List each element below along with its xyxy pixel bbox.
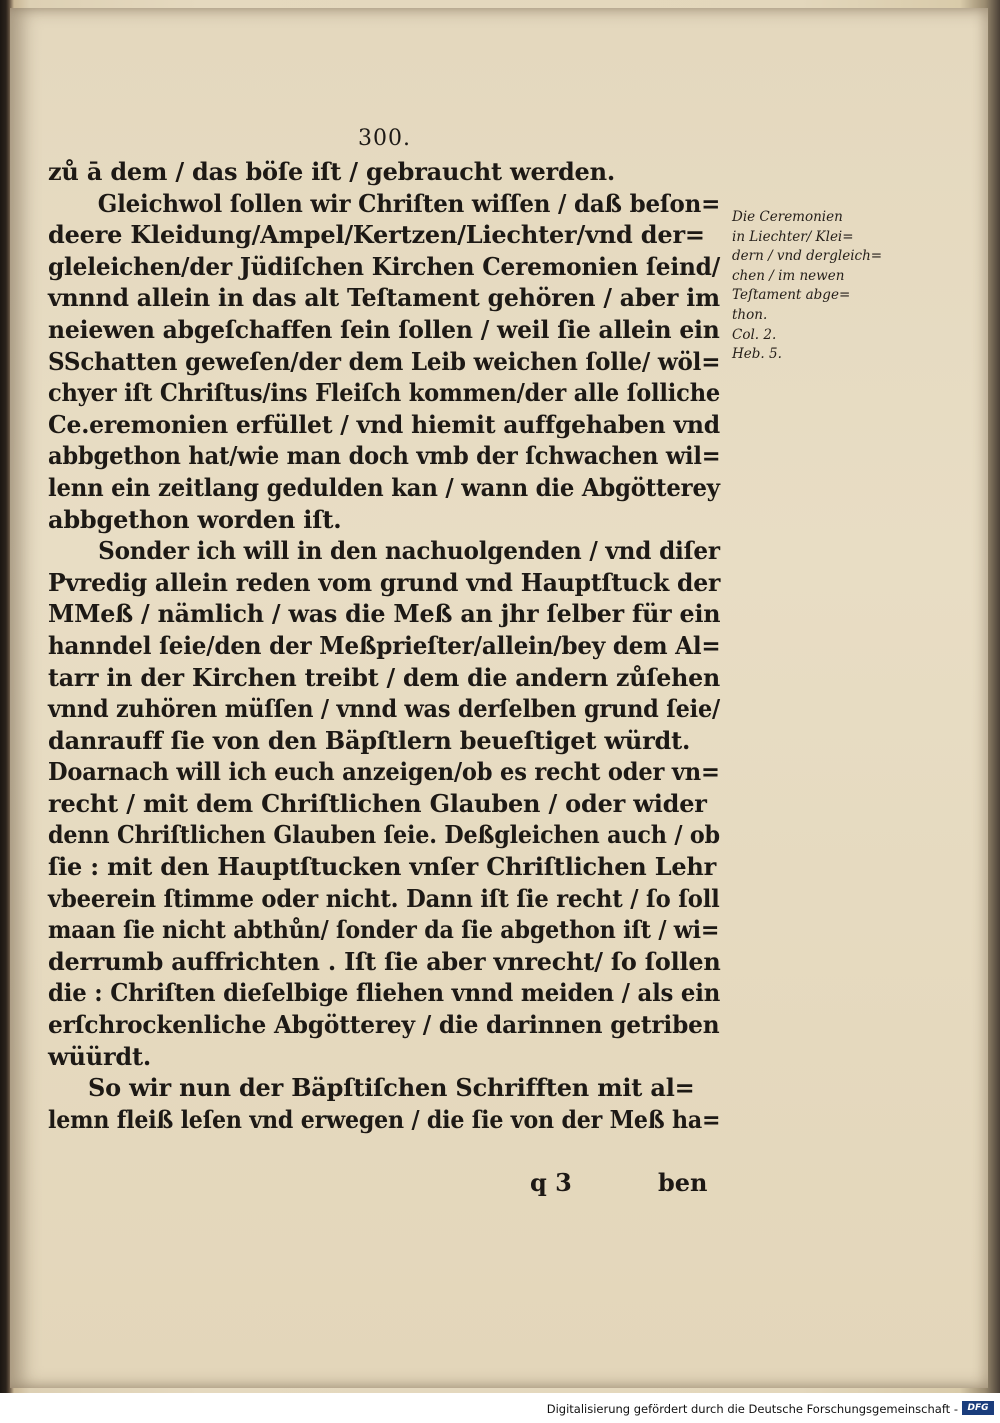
text-line: erſchrockenliche Abgötterey / die darinnen getriben bbox=[48, 1010, 720, 1040]
text-line: deere Kleidung/Ampel/Kertzen/Liechter/vnd der= bbox=[48, 220, 705, 250]
text-line: die : Chriſten dieſelbige fliehen vnnd meiden / als ein bbox=[48, 978, 721, 1008]
text-line: vnnd zuhören müſſen / vnnd was derſelben grund ſeie/ bbox=[48, 694, 721, 724]
margin-note-line: Col. 2. bbox=[732, 326, 777, 343]
text-line: Sonder ich will in den nachuolgenden / vnd diſer bbox=[98, 536, 720, 566]
text-line: Doarnach will ich euch anzeigen/ob es recht oder vn= bbox=[48, 757, 720, 787]
margin-note-line: chen / im newen bbox=[732, 267, 845, 284]
margin-note-line: dern / vnd dergleich= bbox=[732, 248, 883, 265]
text-line: denn Chriſtlichen Glauben ſeie. Deßgleichen auch / ob bbox=[48, 820, 720, 850]
text-line: lenn ein zeitlang gedulden kan / wann die Abgötterey bbox=[48, 472, 720, 502]
book-page bbox=[10, 8, 988, 1388]
text-line: gleleichen/der Jüdiſchen Kirchen Ceremonien ſeind/ bbox=[48, 251, 721, 281]
signature-mark: q 3 bbox=[530, 1168, 572, 1197]
text-line: MMeß / nämlich / was die Meß an jhr ſelber für ein bbox=[48, 599, 721, 629]
text-line: recht / mit dem Chriſtlichen Glauben / oder wider bbox=[48, 788, 707, 818]
body-text bbox=[48, 156, 720, 1135]
text-line: wüürdt. bbox=[48, 1041, 152, 1071]
text-line: maan ſie nicht abthůn/ ſonder da ſie abgethon iſt / wi= bbox=[48, 915, 720, 945]
digitization-footer bbox=[0, 1396, 1000, 1423]
margin-note-line: thon. bbox=[732, 306, 768, 323]
text-line: Pvredig allein reden vom grund vnd Hauptſtuck der bbox=[48, 567, 721, 597]
text-line: chyer iſt Chriſtus/ins Fleiſch kommen/der alle ſolliche bbox=[48, 378, 721, 408]
dfg-logo: DFG bbox=[962, 1401, 994, 1415]
margin-note-line: Die Ceremonien bbox=[732, 209, 843, 225]
text-line: Gleichwol ſollen wir Chriſten wiſſen / daß beſon= bbox=[97, 188, 721, 218]
margin-note-line: Teſtament abge= bbox=[732, 287, 851, 304]
funding-notice: Digitalisierung gefördert durch die Deutsche Forschungsgemeinschaft - bbox=[546, 1402, 958, 1416]
text-line: vbeerein ſtimme oder nicht. Dann iſt ſie recht / ſo ſoll bbox=[48, 883, 720, 913]
page-bottom-line bbox=[530, 1168, 730, 1198]
page-number: 300. bbox=[358, 126, 411, 151]
text-line: tarr in der Kirchen treibt / dem die andern zůſehen bbox=[48, 662, 721, 692]
catchword: ben bbox=[658, 1168, 708, 1197]
margin-note-line: in Liechter/ Klei= bbox=[732, 228, 854, 245]
text-line: ſie : mit den Hauptſtucken vnſer Chriſtlichen Lehr bbox=[48, 852, 717, 882]
text-line: neiewen abgeſchaffen ſein ſollen / weil ſie allein ein bbox=[48, 314, 720, 344]
text-line: vnnnd allein in das alt Teſtament gehören / aber im bbox=[48, 283, 720, 313]
text-line: abbgethon worden iſt. bbox=[48, 504, 342, 534]
text-line: derrumb auffrichten . Iſt ſie aber vnrecht/ ſo ſollen bbox=[48, 946, 721, 976]
text-line: lemn fleiß leſen vnd erwegen / die ſie von der Meß ha= bbox=[48, 1104, 721, 1134]
text-line: Ce.eremonien erfüllet / vnd hiemit auffgehaben vnd bbox=[48, 409, 720, 439]
margin-note bbox=[732, 208, 892, 365]
text-line: abbgethon hat/wie man doch vmb der ſchwachen wil= bbox=[48, 441, 721, 471]
margin-note-line: Heb. 5. bbox=[732, 346, 782, 363]
text-line: hanndel ſeie/den der Meßprieſter/allein/bey dem Al= bbox=[48, 630, 721, 660]
text-line: SSchatten geweſen/der dem Leib weichen ſolle/ wöl= bbox=[48, 346, 721, 376]
text-line: zů ā dem / das böſe iſt / gebraucht werden. bbox=[48, 157, 616, 186]
text-line: danrauff ſie von den Bäpſtlern beueſtiget würdt. bbox=[48, 725, 691, 755]
text-line: So wir nun der Bäpſtiſchen Schrifften mit al= bbox=[88, 1073, 695, 1103]
